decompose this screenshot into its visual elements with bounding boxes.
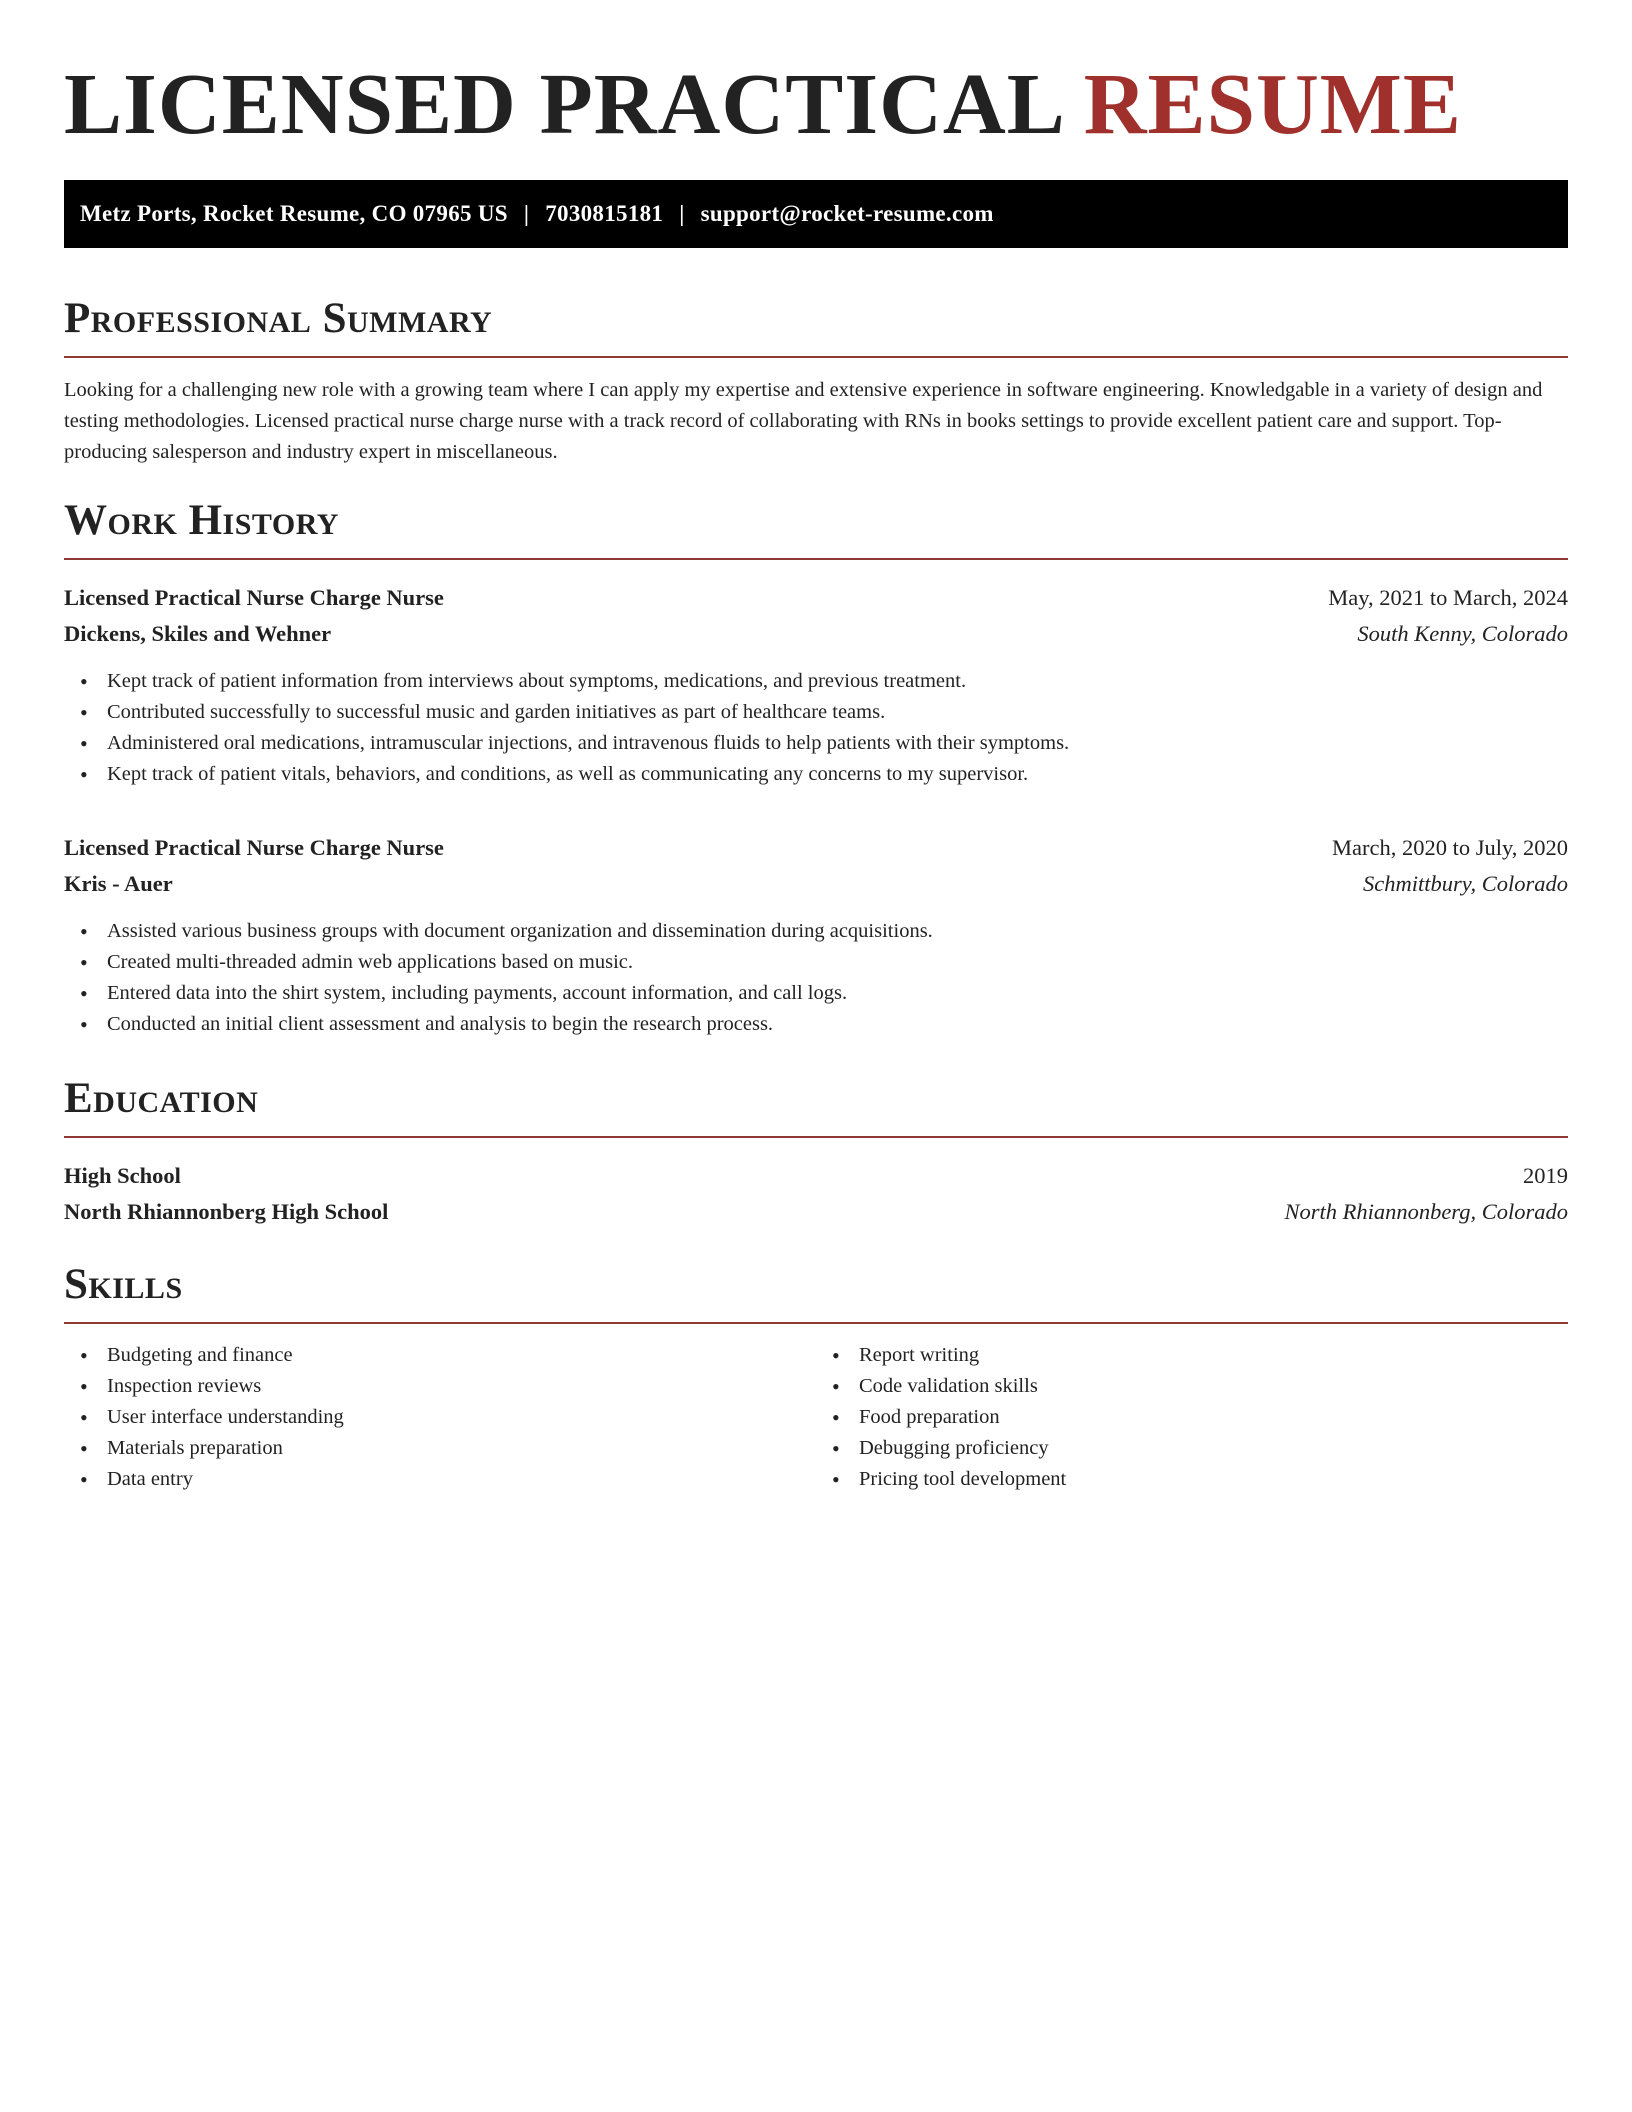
skill-item: • Inspection reviews — [64, 1371, 816, 1402]
section-divider — [64, 558, 1568, 560]
job-title-row — [64, 830, 1568, 866]
education-entry — [64, 1158, 1568, 1230]
work-history-heading: Work History — [64, 497, 339, 544]
skills-column-left — [64, 1340, 816, 1495]
summary-section — [64, 294, 1568, 468]
education-heading: Education — [64, 1075, 259, 1122]
education-year: 2019 — [1523, 1163, 1568, 1188]
resume-title — [64, 55, 1568, 152]
job-duty-item: • Administered oral medications, intramuscular injections, and intravenous fluids to help patients with their symptoms. — [64, 728, 1568, 759]
contact-separator: | — [679, 201, 685, 226]
education-location: North Rhiannonberg, Colorado — [1284, 1199, 1568, 1224]
skill-item: • Code validation skills — [816, 1371, 1568, 1402]
job-company: Kris - Auer — [64, 871, 173, 896]
education-school-row — [64, 1194, 1568, 1230]
job-duty-item: • Conducted an initial client assessment and analysis to begin the research process. — [64, 1009, 1568, 1040]
work-history-section — [64, 496, 1568, 1040]
job-duty-item: • Created multi-threaded admin web applications based on music. — [64, 947, 1568, 978]
skill-item: • Pricing tool development — [816, 1464, 1568, 1495]
skills-section — [64, 1260, 1568, 1495]
education-degree-row — [64, 1158, 1568, 1194]
job-title: Licensed Practical Nurse Charge Nurse — [64, 585, 444, 610]
contact-email[interactable]: support@rocket-resume.com — [700, 201, 994, 226]
education-school: North Rhiannonberg High School — [64, 1199, 389, 1224]
job-duty-item: • Kept track of patient vitals, behaviors, and conditions, as well as communicating any concerns to my supervisor. — [64, 759, 1568, 790]
section-divider — [64, 1136, 1568, 1138]
job-duty-item: • Entered data into the shirt system, including payments, account information, and call logs. — [64, 978, 1568, 1009]
skill-item: • Report writing — [816, 1340, 1568, 1371]
title-main: LICENSED PRACTICAL — [64, 55, 1061, 152]
contact-address: Metz Ports, Rocket Resume, CO 07965 US — [80, 201, 508, 226]
title-accent: RESUME — [1083, 55, 1462, 152]
job-company-row — [64, 866, 1568, 902]
skills-grid — [64, 1340, 1568, 1495]
job-company-row — [64, 616, 1568, 652]
job-title-row — [64, 580, 1568, 616]
job-dates: March, 2020 to July, 2020 — [1331, 835, 1568, 860]
job-duties-list — [64, 666, 1568, 790]
job-entry — [64, 830, 1568, 1040]
skill-item: • Budgeting and finance — [64, 1340, 816, 1371]
skill-item: • User interface understanding — [64, 1402, 816, 1433]
education-section — [64, 1074, 1568, 1230]
job-duty-item: • Kept track of patient information from interviews about symptoms, medications, and previous treatment. — [64, 666, 1568, 697]
job-location: South Kenny, Colorado — [1357, 621, 1568, 646]
skills-list — [816, 1340, 1568, 1495]
skill-item: • Food preparation — [816, 1402, 1568, 1433]
skill-item: • Debugging proficiency — [816, 1433, 1568, 1464]
job-company: Dickens, Skiles and Wehner — [64, 621, 332, 646]
skills-column-right — [816, 1340, 1568, 1495]
summary-heading: Professional Summary — [64, 295, 493, 342]
section-divider — [64, 1322, 1568, 1324]
contact-bar — [64, 180, 1568, 248]
job-duty-item: • Assisted various business groups with document organization and dissemination during acquisitions. — [64, 916, 1568, 947]
job-title: Licensed Practical Nurse Charge Nurse — [64, 835, 444, 860]
skill-item: • Data entry — [64, 1464, 816, 1495]
skill-item: • Materials preparation — [64, 1433, 816, 1464]
job-entry — [64, 580, 1568, 790]
contact-phone[interactable]: 7030815181 — [545, 201, 664, 226]
job-location: Schmittbury, Colorado — [1362, 871, 1568, 896]
job-duties-list — [64, 916, 1568, 1040]
contact-separator: | — [523, 201, 530, 226]
skills-heading: Skills — [64, 1261, 183, 1308]
job-dates: May, 2021 to March, 2024 — [1328, 585, 1568, 610]
job-duty-item: • Contributed successfully to successful music and garden initiatives as part of healthcare teams. — [64, 697, 1568, 728]
summary-text: Looking for a challenging new role with a growing team where I can apply my expertise and extensive experience in software engineering. Knowledgable in a variety of design and testing methodologies. Licensed practical nurse charge nurse with a track record of collaborating with RNs in books settings to provide excellent patient care and support. Top-producing salesperson and industry expert in miscellaneous. — [64, 379, 1543, 463]
section-divider — [64, 356, 1568, 358]
education-degree: High School — [64, 1163, 181, 1188]
skills-list — [64, 1340, 816, 1495]
